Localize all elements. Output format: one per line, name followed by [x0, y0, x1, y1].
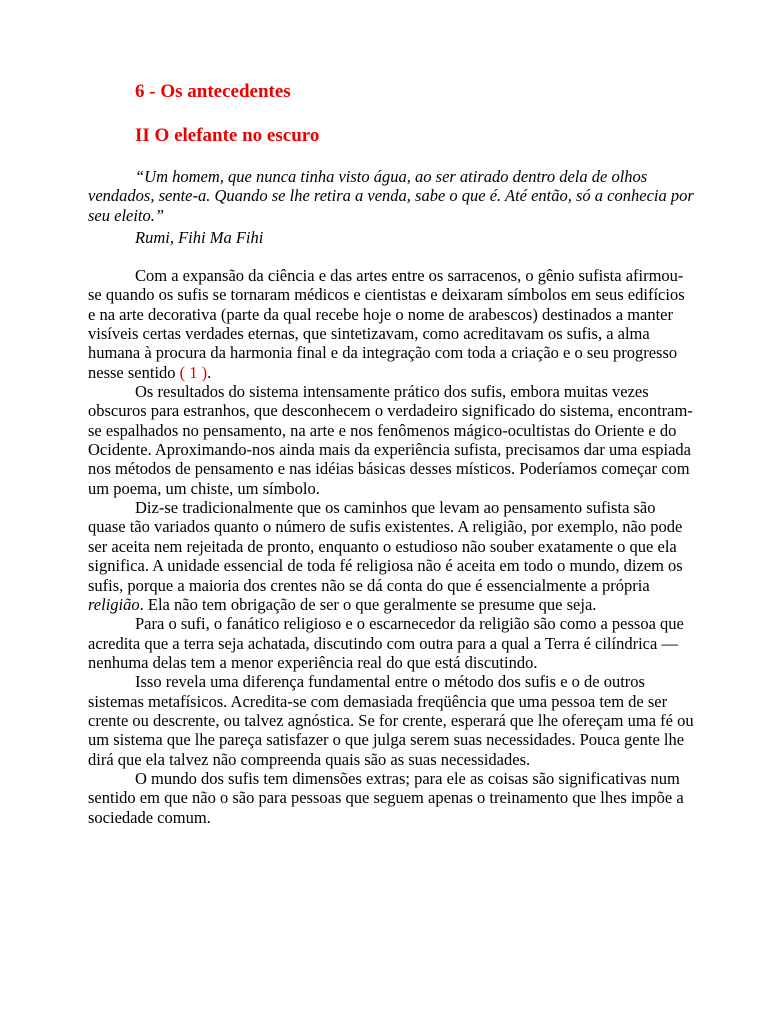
epigraph-attribution: Rumi, Fihi Ma Fihi: [135, 228, 264, 247]
epigraph-quote: “Um homem, que nunca tinha visto água, ao ser atirado dentro dela de olhos vendados, sente-a. Quando se lhe retira a venda, sabe o que é. Até então, só a conhecia por seu eleito.”: [88, 167, 694, 225]
paragraph-text: . Ela não tem obrigação de ser o que geralmente se presume que seja.: [139, 594, 597, 614]
paragraph-6: O mundo dos sufis tem dimensões extras; para ele as coisas são significativas num sentido em que não o são para pessoas que seguem apenas o treinamento que lhes impõe a sociedade comum.: [88, 768, 684, 827]
body-text: [88, 266, 694, 827]
chapter-heading: 6 - Os antecedentes: [135, 81, 291, 102]
paragraph-text: Diz-se tradicionalmente que os caminhos que levam ao pensamento sufista são quase tão variados quanto o número de sufis existentes. A religião, por exemplo, não pode ser aceita nem rejeitada de pronto, enquanto o estudioso não souber exatamente o que ela significa. A unidade essencial de toda fé religiosa não é aceita em todo o mundo, dizem os sufis, porque a maioria dos crentes não se dá conta do que é essencialmente a própria: [88, 498, 683, 595]
paragraph-text: .: [207, 362, 212, 382]
paragraph-1: [88, 266, 694, 382]
footnote-reference[interactable]: ( 1 ): [179, 362, 208, 382]
paragraph-5: Isso revela uma diferença fundamental entre o método dos sufis e o de outros sistemas metafísicos. Acredita-se com demasiada freqüência que uma pessoa tem de ser crente ou descrente, ou talvez agnóstica. Se for crente, esperará que lhe ofereçam uma fé ou um sistema que lhe pareça satisfazer o que julga serem suas necessidades. Pouca gente lhe dirá que ela talvez não compreenda quais são as suas necessidades.: [88, 672, 694, 769]
paragraph-text: Com a expansão da ciência e das artes entre os sarracenos, o gênio sufista afirmou-se quando os sufis se tornaram médicos e cientistas e deixaram símbolos em seus edifícios e na arte decorativa (parte da qual recebe hoje o nome de arabescos) destinados a manter visíveis certas verdades eternas, que sintetizavam, como acreditavam os sufis, a alma humana à procura da harmonia final e da integração com toda a criação e o seu progresso nesse sentido: [88, 266, 685, 382]
paragraph-4: Para o sufi, o fanático religioso e o escarnecedor da religião são como a pessoa que acredita que a terra seja achatada, discutindo com outra para a qual a Terra é cilíndrica — nenhuma delas tem a menor experiência real do que está discutindo.: [88, 614, 684, 672]
section-heading: II O elefante no escuro: [135, 125, 320, 146]
emphasized-word: religião: [88, 594, 140, 614]
paragraph-2: Os resultados do sistema intensamente prático dos sufis, embora muitas vezes obscuros para estranhos, que desconhecem o verdadeiro significado do sistema, encontram-se espalhados no pensamento, na arte e nos fenômenos mágico-ocultistas do Oriente e do Ocidente. Aproximando-nos ainda mais da experiência sufista, precisamos dar uma espiada nos métodos de pensamento e nas idéias básicas desses místicos. Poderíamos começar com um poema, um chiste, um símbolo.: [88, 382, 693, 498]
paragraph-3: [88, 498, 694, 614]
